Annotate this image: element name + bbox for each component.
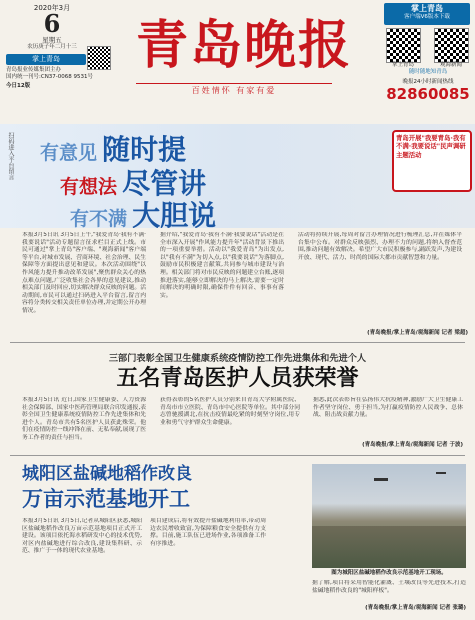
hotline-label: 晚报24小时新闻热线: [402, 79, 454, 85]
story2-headline: 五名青岛医护人员获荣誉: [116, 365, 359, 391]
banner-callout: [392, 130, 472, 192]
line3-small: 有不满: [70, 208, 128, 228]
hotline-number: 82860085: [386, 85, 470, 103]
story2-kicker: 三部门表彰全国卫生健康系统疫情防控工作先进集体和先进个人: [108, 353, 367, 364]
story2-col-3: 据悉,此次表彰旨在弘扬伟大抗疫精神,激励广大卫生健康工作者坚守岗位、勇于担当,为打赢疫情防控人民战争、总体战、阻击战贡献力量。: [313, 397, 463, 419]
date-block: [6, 4, 98, 51]
lead-story-col-1: 本报3月5日讯 3月5日上午,"我爱青岛·我有不满·我要说话"活动专题留言征求栏目正式上线。市民可通过"掌上青岛"客户端、"观海新闻"客户端等平台,对城市发展、营商环境、社会治理、民生保障等方面提出意见和建议。本次活动围绕"以作风能力提升推动改革发展",聚焦群众关心的热点难点问题,广泛收集社会各界的意见建议,推动相关部门及时回应,切实解决群众反映的问题。活动期间,市民可以通过扫码进入平台留言,留言内容将分类转交相关责任单位办理,并定期公开办理情况。: [22, 232, 146, 314]
photo-drone-2: [436, 472, 446, 474]
lead-story-col-3: 活动将持续开展,每周对留言办理情况进行梳理汇总,并在媒体平台集中公布。对群众反映强烈、办理不力的问题,将纳入督查范围,推动问题有效解决。希望广大市民积极参与,踊跃发声,为建设开放、现代、活力、时尚的国际大都市贡献智慧和力量。: [298, 232, 462, 261]
side-note-text: 扫码进入平台留言: [7, 132, 14, 180]
date-day: 6: [43, 9, 61, 39]
banner-side-note: [6, 132, 14, 180]
lunar-date: 农历庚子年二月十三: [27, 44, 77, 51]
line1-small: 有意见: [40, 142, 98, 164]
photo-field: [312, 526, 466, 568]
story2-byline: (青岛晚报/掌上青岛/观海新闻 记者 于波): [362, 442, 463, 448]
app-right-name: 掌上青岛: [411, 4, 443, 13]
line2-big: 尽管讲: [122, 167, 207, 200]
app-right-sub: 客户端V6版本下载: [404, 14, 450, 20]
story3-col-2: 项目建成后,将有效提升盐碱地利用率,带动周边农民增收致富,为保障粮食安全提供有力支撑。目前,施工队伍已进场作业,各项准备工作有序推进。: [150, 518, 266, 547]
app-promo[interactable]: [384, 3, 470, 25]
slogan: 百姓情怀 有家有爱: [191, 86, 277, 95]
masthead: [0, 0, 475, 124]
story3-col-1: 本报3月5日讯 3月5日,记者从城阳区获悉,城阳区盐碱地稻作改良万亩示范基地项目正式开工建设。该项目依托海水稻研发中心的技术优势,对区内盐碱地进行综合改良,建设集科研、示范、推广于一体的现代农业基地。: [22, 518, 142, 555]
story3-byline: (青岛晚报/掌上青岛/观海新闻 记者 张璐): [365, 605, 466, 611]
qr-code-1[interactable]: [386, 28, 421, 63]
story3-photo-caption: 图为城阳区盐碱地稻作改良示范基地开工现场。: [331, 570, 447, 576]
app-badge-left[interactable]: [6, 54, 86, 65]
qr-label-2: 观海新闻: [439, 62, 462, 68]
divider-2: [10, 455, 465, 456]
story3-headline-line-1: 城阳区盐碱地稻作改良: [22, 464, 192, 484]
callout-text: 青岛开展"我要青岛·我有不满·我要说话"民声调研主题活动: [396, 134, 466, 159]
story3-col-3: 据了解,项目将采用智能化灌溉、土壤改良等先进技术,打造盐碱地稻作改良的"城阳样板"。: [312, 580, 466, 594]
date-year-month: 2020年3月: [33, 4, 71, 12]
edition-line: 今日12版: [6, 83, 31, 89]
story2-col-1: 本报3月5日讯 近日,国家卫生健康委、人力资源社会保障部、国家中医药管理局联合印发通报,表彰全国卫生健康系统疫情防控工作先进集体和先进个人。青岛市共有5名医护人员获此殊荣。他们在疫情防控一线冲锋在前、无私奉献,展现了医务工作者的责任与担当。: [22, 397, 146, 441]
publisher-line: 青岛报业传媒集团主办: [6, 67, 62, 73]
newspaper-logo: 青岛晚报: [136, 15, 353, 76]
line1-big: 随时提: [102, 133, 187, 166]
story3-headline-line-2: 万亩示范基地开工: [22, 486, 190, 511]
app-left-name: 掌上青岛: [32, 55, 60, 63]
divider-1: [10, 342, 465, 343]
issn-line: 国内统一刊号:CN37-0068 9531号: [6, 74, 94, 80]
qr-label-1: 掌上青岛: [391, 62, 414, 68]
slogan-bar: [136, 83, 332, 97]
campaign-banner: [0, 124, 475, 228]
weekday: 星期五: [42, 36, 62, 45]
photo-drone: [374, 478, 388, 481]
story3-photo: [312, 464, 466, 568]
banner-line-3: [70, 194, 216, 228]
lead-story-byline: (青岛晚报/掌上青岛/观海新闻 记者 梁超): [367, 330, 468, 336]
app-right-tag: 随时随地知青岛: [408, 69, 448, 75]
qr-code-2[interactable]: [434, 28, 469, 63]
line2-small: 有想法: [60, 176, 118, 198]
story2-col-2: 获得表彰的5名医护人员分别来自青岛大学附属医院、青岛市市立医院、青岛市中心医院等单位。其中部分同志曾驰援湖北,在抗击疫情最吃紧的时刻坚守岗位,用专业和勇气守护群众生命健康。: [160, 397, 300, 426]
line3-big: 大胆说: [132, 199, 217, 228]
lead-story-col-2: 据介绍,"我爱青岛·我有不满·我要说话"活动是在全市深入开展"作风能力提升年"活动背景下推出的一项重要举措。活动以"我爱青岛"为出发点,以"我有不满"为切入点,以"我要说话"为落脚点,鼓励市民积极建言献策,共同参与城市建设与治理。相关部门将对市民反映的问题建立台账,逐项推进落实,能够立即解决的马上解决,需要一定时间解决的明确时限,确保件件有回音、事事有落实。: [160, 232, 284, 299]
